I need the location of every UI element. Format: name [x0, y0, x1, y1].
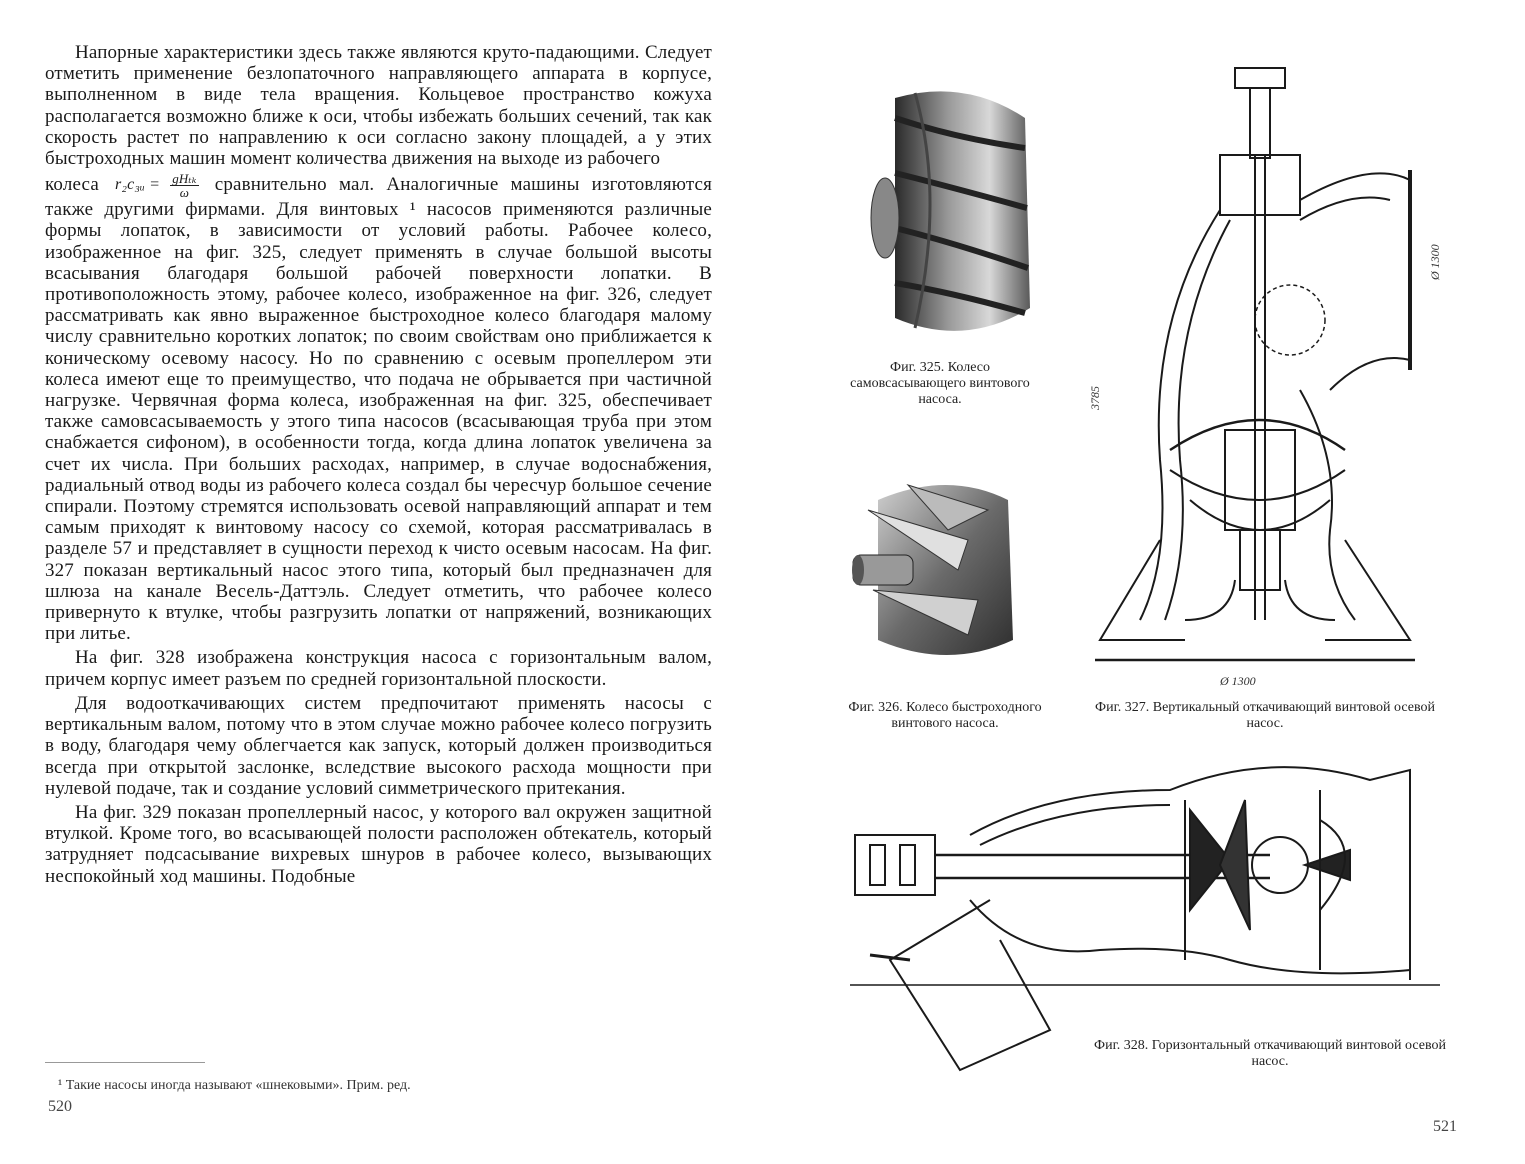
- formula-fraction: [170, 172, 198, 199]
- page-number: 520: [48, 1098, 72, 1115]
- right-page: [760, 0, 1525, 1164]
- formula: [115, 172, 199, 199]
- dimension-base-label: Ø 1300: [1220, 674, 1256, 688]
- figure-328-horizontal-pump-drawing: [850, 760, 1450, 1080]
- figure-326-impeller-image: [848, 470, 1048, 670]
- dimension-outlet-label: Ø 1300: [1428, 244, 1442, 280]
- figure-327-caption: Фиг. 327. Вертикальный откачивающий винтовой осевой насос.: [1095, 700, 1435, 731]
- formula-lhs: r₂c₃ᵤ =: [115, 176, 161, 194]
- footnote-divider: [45, 1062, 205, 1063]
- footnote: ¹ Такие насосы иногда называют «шнековыми». Прим. ред.: [58, 1078, 411, 1093]
- figure-328-caption: Фиг. 328. Горизонтальный откачивающий винтовой осевой насос.: [1094, 1038, 1446, 1069]
- formula-prefix: колеса: [45, 174, 99, 196]
- left-page: [0, 0, 760, 1164]
- figure-326-caption: Фиг. 326. Колесо быстроходного винтового насоса.: [848, 700, 1042, 731]
- paragraph-4: Для водооткачивающих систем предпочитают применять насосы с вертикальным валом, потому что в этом случае можно рабочее колесо погрузить в воду, благодаря чему облегчается как запуск, который должен производиться всегда при открытой заслонке, вследствие высокого расхода мощности при нулевой подаче, так и создание условий симметрического притекания.: [45, 692, 712, 799]
- figure-325-impeller-image: [855, 78, 1055, 348]
- paragraph-5: На фиг. 329 показан пропеллерный насос, у которого вал окружен защитной втулкой. Кроме того, во всасывающей полости расположен обтекатель, который затрудняет подсасывание вихревых шнуров в рабочее колесо, вызывающих неспокойный ход машины. Подобные: [45, 801, 712, 887]
- figure-325-caption: Фиг. 325. Колесо самовсасывающего винтового насоса.: [850, 360, 1030, 407]
- paragraph-2-text: сравнительно мал. Аналогичные машины изготовляются также другими фирмами. Для винтовых ¹ насосов применяются различные формы лопаток, в зависимости от условий работы. Рабочее колесо, изображенное на фиг. 325, следует применять в случае большой высоты всасывания благодаря большой рабочей поверхности лопатки. В противоположность этому, рабочее колесо, изображенное на фиг. 326, следует рассматривать как явно выраженное быстроходное колесо благодаря малому числу сравнительно коротких лопаток; по своим свойствам оно приближается к коническому осевому насосу. Но по сравнению с осевым пропеллером эти колеса имеют еще то преимущество, что подача не обрывается при частичной нагрузке. Червячная форма колеса, изображенная на фиг. 325, обеспечивает также самовсасываемость у этого типа насосов (всасывающая труба при этом снабжается сифоном), в особенности тогда, когда длина лопаток увеличена за счет их числа. При больших расходах, например, в случае водоснабжения, радиальный отвод воды из рабочего колеса создал бы чересчур большое сечение спирали. Поэтому стремятся использовать осевой направляющий аппарат и тем самым приходят к винтовому насосу со схемой, которая рассматривалась в разделе 57 и представляет в сущности переход к чисто осевым насосам. На фиг. 327 показан вертикальный насос этого типа, который был предназначен для шлюза на канале Весель-Даттэль. Следует отметить, что рабочее колесо привернуто к втулке, чтобы разгрузить лопатки от напряжений, возникающих при литье.: [45, 174, 712, 645]
- dimension-height-label: 3785: [1088, 386, 1102, 410]
- formula-numerator: gHₜₖ: [172, 171, 197, 187]
- body-text: [45, 42, 712, 887]
- paragraph-2: [45, 172, 712, 644]
- figure-327-vertical-pump-drawing: [1090, 60, 1420, 690]
- paragraph-1: Напорные характеристики здесь также являются круто-падающими. Следует отметить применение безлопаточного направляющего аппарата в корпусе, выполненном в виде тела вращения. Кольцевое пространство кожуха располагается возможно ближе к оси, чтобы избежать больших сечений, так как скорость растет по направлению к оси согласно закону площадей, а у этих быстроходных машин момент количества движения на выходе из рабочего: [45, 42, 712, 170]
- formula-denominator: ω: [179, 185, 190, 201]
- paragraph-3: На фиг. 328 изображена конструкция насоса с горизонтальным валом, причем корпус имеет разъем по средней горизонтальной плоскости.: [45, 647, 712, 690]
- page-number: 521: [1433, 1118, 1457, 1135]
